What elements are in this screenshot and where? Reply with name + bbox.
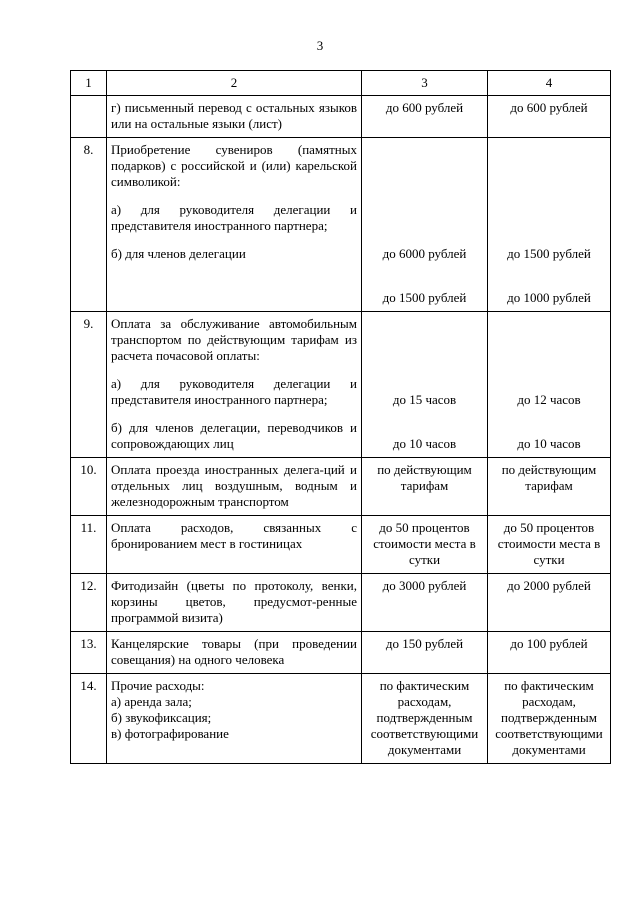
row-description: г) письменный перевод с остальных языков или на остальные языки (лист) [107, 96, 362, 138]
row-subitem-b: б) для членов делегации, переводчиков и сопровождающих лиц [111, 420, 357, 451]
row-limit-col4: до 50 процентов стоимости места в сутки [488, 516, 611, 574]
row-description: Оплата проезда иностранных делега-ций и отдельных лиц воздушным, водным и железнодорожным транспортом [107, 458, 362, 516]
row-limit-col3 [362, 138, 488, 312]
row-limit-col3: до 3000 рублей [362, 574, 488, 632]
header-cell-2: 2 [107, 71, 362, 96]
table-row [71, 458, 611, 516]
row-limit-col3: до 50 процентов стоимости места в сутки [362, 516, 488, 574]
row-description [107, 312, 362, 458]
table-row [71, 516, 611, 574]
subitem-a-limit: до 15 часов [392, 392, 457, 407]
subitem-a-limit: до 12 часов [517, 392, 581, 407]
row-number: 14. [71, 674, 107, 764]
row-subitem-a: а) для руководителя делегации и представителя иностранного партнера; [111, 376, 357, 407]
row-title: Приобретение сувениров (памятных подарков) с российской и (или) карельской символикой: [111, 142, 357, 189]
row-title: Прочие расходы: [111, 678, 205, 693]
row-number [71, 96, 107, 138]
row-limit-col3: до 150 рублей [362, 632, 488, 674]
row-limit-col3: по действующим тарифам [362, 458, 488, 516]
subitem-b-limit: до 10 часов [517, 436, 581, 451]
row-number: 12. [71, 574, 107, 632]
row-limit-col3: до 600 рублей [362, 96, 488, 138]
header-cell-3: 3 [362, 71, 488, 96]
table-row [71, 632, 611, 674]
row-number: 11. [71, 516, 107, 574]
row-description [107, 674, 362, 764]
row-limit-col4: до 100 рублей [488, 632, 611, 674]
subitem-b-limit: до 1500 рублей [382, 290, 467, 305]
row-subitem-b: б) для членов делегации [111, 246, 246, 261]
row-limit-col4: до 600 рублей [488, 96, 611, 138]
row-subitem-a: а) для руководителя делегации и представителя иностранного партнера; [111, 202, 357, 233]
table-row [71, 674, 611, 764]
page-number: 3 [316, 38, 324, 53]
row-number: 9. [71, 312, 107, 458]
row-limit-col3: по фактическим расходам, подтвержденным соответствующими документами [362, 674, 488, 764]
row-description: Оплата расходов, связанных с бронированием мест в гостиницах [107, 516, 362, 574]
row-limit-col4: до 2000 рублей [488, 574, 611, 632]
row-limit-col4 [488, 312, 611, 458]
expense-norms-table [70, 70, 611, 764]
table-row [71, 96, 611, 138]
row-subitem-a: а) аренда зала; [111, 694, 192, 709]
row-number: 8. [71, 138, 107, 312]
header-cell-4: 4 [488, 71, 611, 96]
row-limit-col4 [488, 138, 611, 312]
row-limit-col3 [362, 312, 488, 458]
row-description: Фитодизайн (цветы по протоколу, венки, корзины цветов, предусмот-ренные программой визита) [107, 574, 362, 632]
row-number: 10. [71, 458, 107, 516]
subitem-b-limit: до 10 часов [392, 436, 457, 451]
row-description [107, 138, 362, 312]
row-subitem-b: б) звукофиксация; [111, 710, 212, 725]
row-description: Канцелярские товары (при проведении совещания) на одного человека [107, 632, 362, 674]
subitem-b-limit: до 1000 рублей [507, 290, 591, 305]
row-subitem-c: в) фотографирование [111, 726, 229, 741]
subitem-a-limit: до 1500 рублей [507, 246, 591, 261]
table-header-row [71, 71, 611, 96]
header-cell-1: 1 [71, 71, 107, 96]
row-limit-col4: по действующим тарифам [488, 458, 611, 516]
row-title: Оплата за обслуживание автомобильным транспортом по действующим тарифам из расчета почасовой оплаты: [111, 316, 357, 363]
table-row [71, 138, 611, 312]
table-row [71, 312, 611, 458]
table-row [71, 574, 611, 632]
subitem-a-limit: до 6000 рублей [382, 246, 467, 261]
row-number: 13. [71, 632, 107, 674]
row-limit-col4: по фактическим расходам, подтвержденным соответствующими документами [488, 674, 611, 764]
